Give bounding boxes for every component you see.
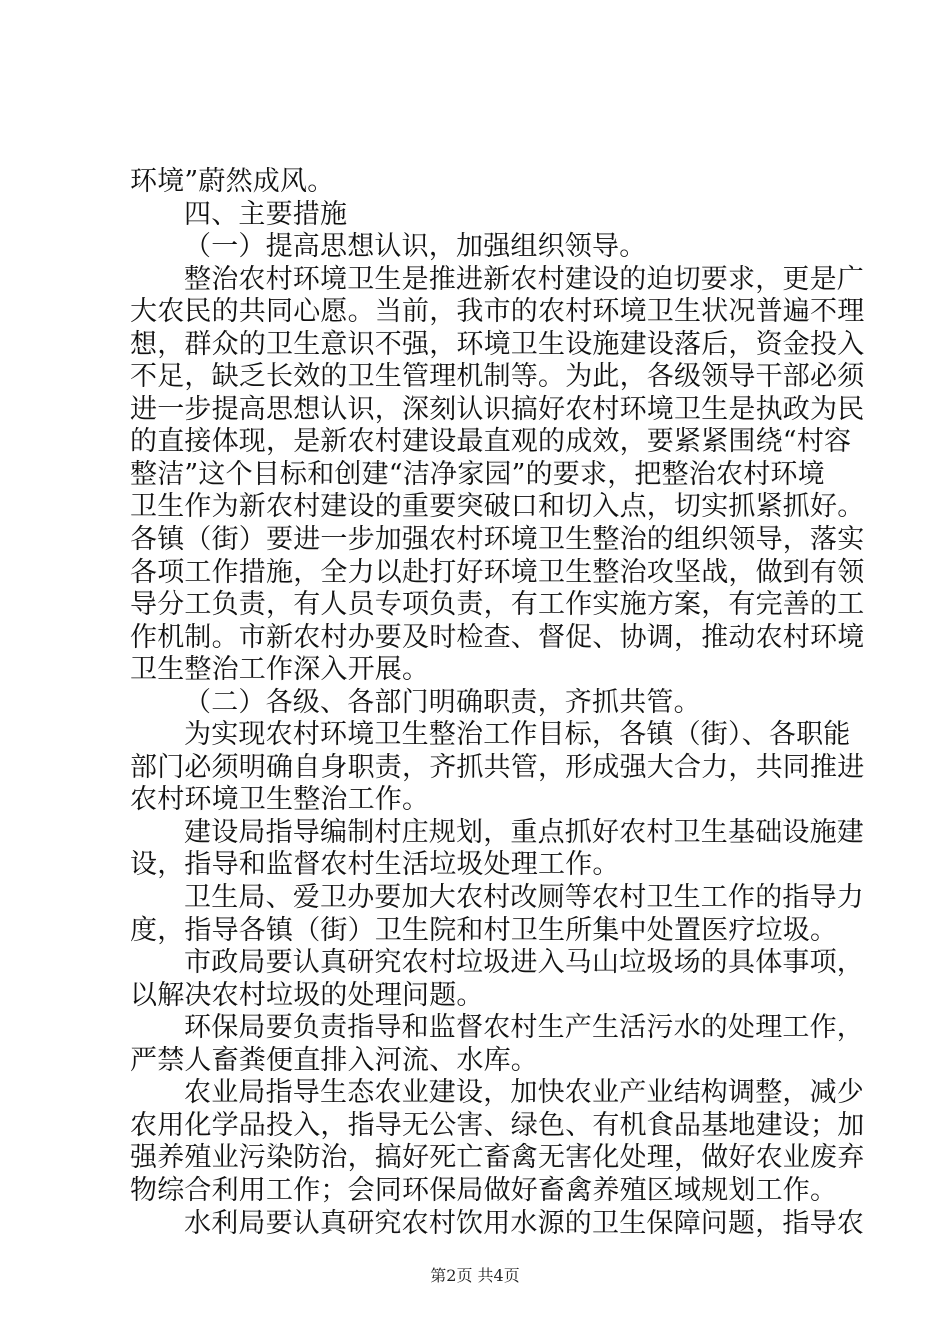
text-line: 严禁人畜粪便直排入河流、水库。 [130, 1044, 538, 1076]
text-line: 市政局要认真研究农村垃圾进入马山垃圾场的具体事项， [184, 947, 864, 979]
text-line: 卫生整治工作深入开展。 [130, 654, 430, 686]
text-line: 整洁”这个目标和创建“洁净家园”的要求，把整治农村环境 [130, 458, 825, 490]
text-line: 的直接体现，是新农村建设最直观的成效，要紧紧围绕“村容 [130, 426, 852, 458]
text-line: 大农民的共同心愿。当前，我市的农村环境卫生状况普遍不理 [130, 296, 865, 328]
text-line: 设，指导和监督农村生活垃圾处理工作。 [130, 849, 620, 881]
text-line: 想，群众的卫生意识不强，环境卫生设施建设落后，资金投入 [130, 328, 865, 360]
text-line: 环境”蔚然成风。 [130, 166, 335, 197]
document-body [130, 166, 865, 1240]
page-footer [0, 1263, 950, 1286]
text-line: 为实现农村环境卫生整治工作目标，各镇（街）、各职能 [184, 719, 851, 751]
text-line: 整治农村环境卫生是推进新农村建设的迫切要求，更是广 [184, 263, 864, 295]
text-line: 导分工负责，有人员专项负责，有工作实施方案，有完善的工 [130, 589, 865, 621]
text-line: 环保局要负责指导和监督农村生产生活污水的处理工作， [184, 1012, 864, 1044]
text-line: （二）各级、各部门明确职责，齐抓共管。 [184, 686, 701, 718]
text-line: 各镇（街）要进一步加强农村环境卫生整治的组织领导，落实 [130, 524, 865, 556]
text-line: 卫生局、爱卫办要加大农村改厕等农村卫生工作的指导力 [184, 882, 864, 914]
text-line: 强养殖业污染防治，搞好死亡畜禽无害化处理，做好农业废弃 [130, 1142, 865, 1174]
text-line: 物综合利用工作；会同环保局做好畜禽养殖区域规划工作。 [130, 1174, 838, 1206]
text-line: 不足，缺乏长效的卫生管理机制等。为此，各级领导干部必须 [130, 361, 865, 393]
text-line: 水利局要认真研究农村饮用水源的卫生保障问题，指导农 [184, 1207, 864, 1239]
text-line: 卫生作为新农村建设的重要突破口和切入点，切实抓紧抓好。 [130, 491, 865, 523]
text-line: 农村环境卫生整治工作。 [130, 784, 430, 816]
text-line: 度，指导各镇（街）卫生院和村卫生所集中处置医疗垃圾。 [130, 914, 838, 946]
text-line: 农用化学品投入，指导无公害、绿色、有机食品基地建设；加 [130, 1109, 865, 1141]
text-line: 进一步提高思想认识，深刻认识搞好农村环境卫生是执政为民 [130, 393, 865, 425]
text-line: 农业局指导生态农业建设，加快农业产业结构调整，减少 [184, 1077, 864, 1109]
text-line: 各项工作措施，全力以赴打好环境卫生整治攻坚战，做到有领 [130, 556, 865, 588]
text-line: 以解决农村垃圾的处理问题。 [130, 979, 484, 1011]
text-line: （一）提高思想认识，加强组织领导。 [184, 231, 647, 263]
text-line: 部门必须明确自身职责，齐抓共管，形成强大合力，共同推进 [130, 751, 865, 783]
text-line: 四、主要措施 [184, 198, 348, 230]
page-number-label: 第2页 共4页 [430, 1266, 520, 1285]
text-line: 作机制。市新农村办要及时检查、督促、协调，推动农村环境 [130, 621, 865, 653]
text-line: 建设局指导编制村庄规划，重点抓好农村卫生基础设施建 [184, 816, 864, 848]
